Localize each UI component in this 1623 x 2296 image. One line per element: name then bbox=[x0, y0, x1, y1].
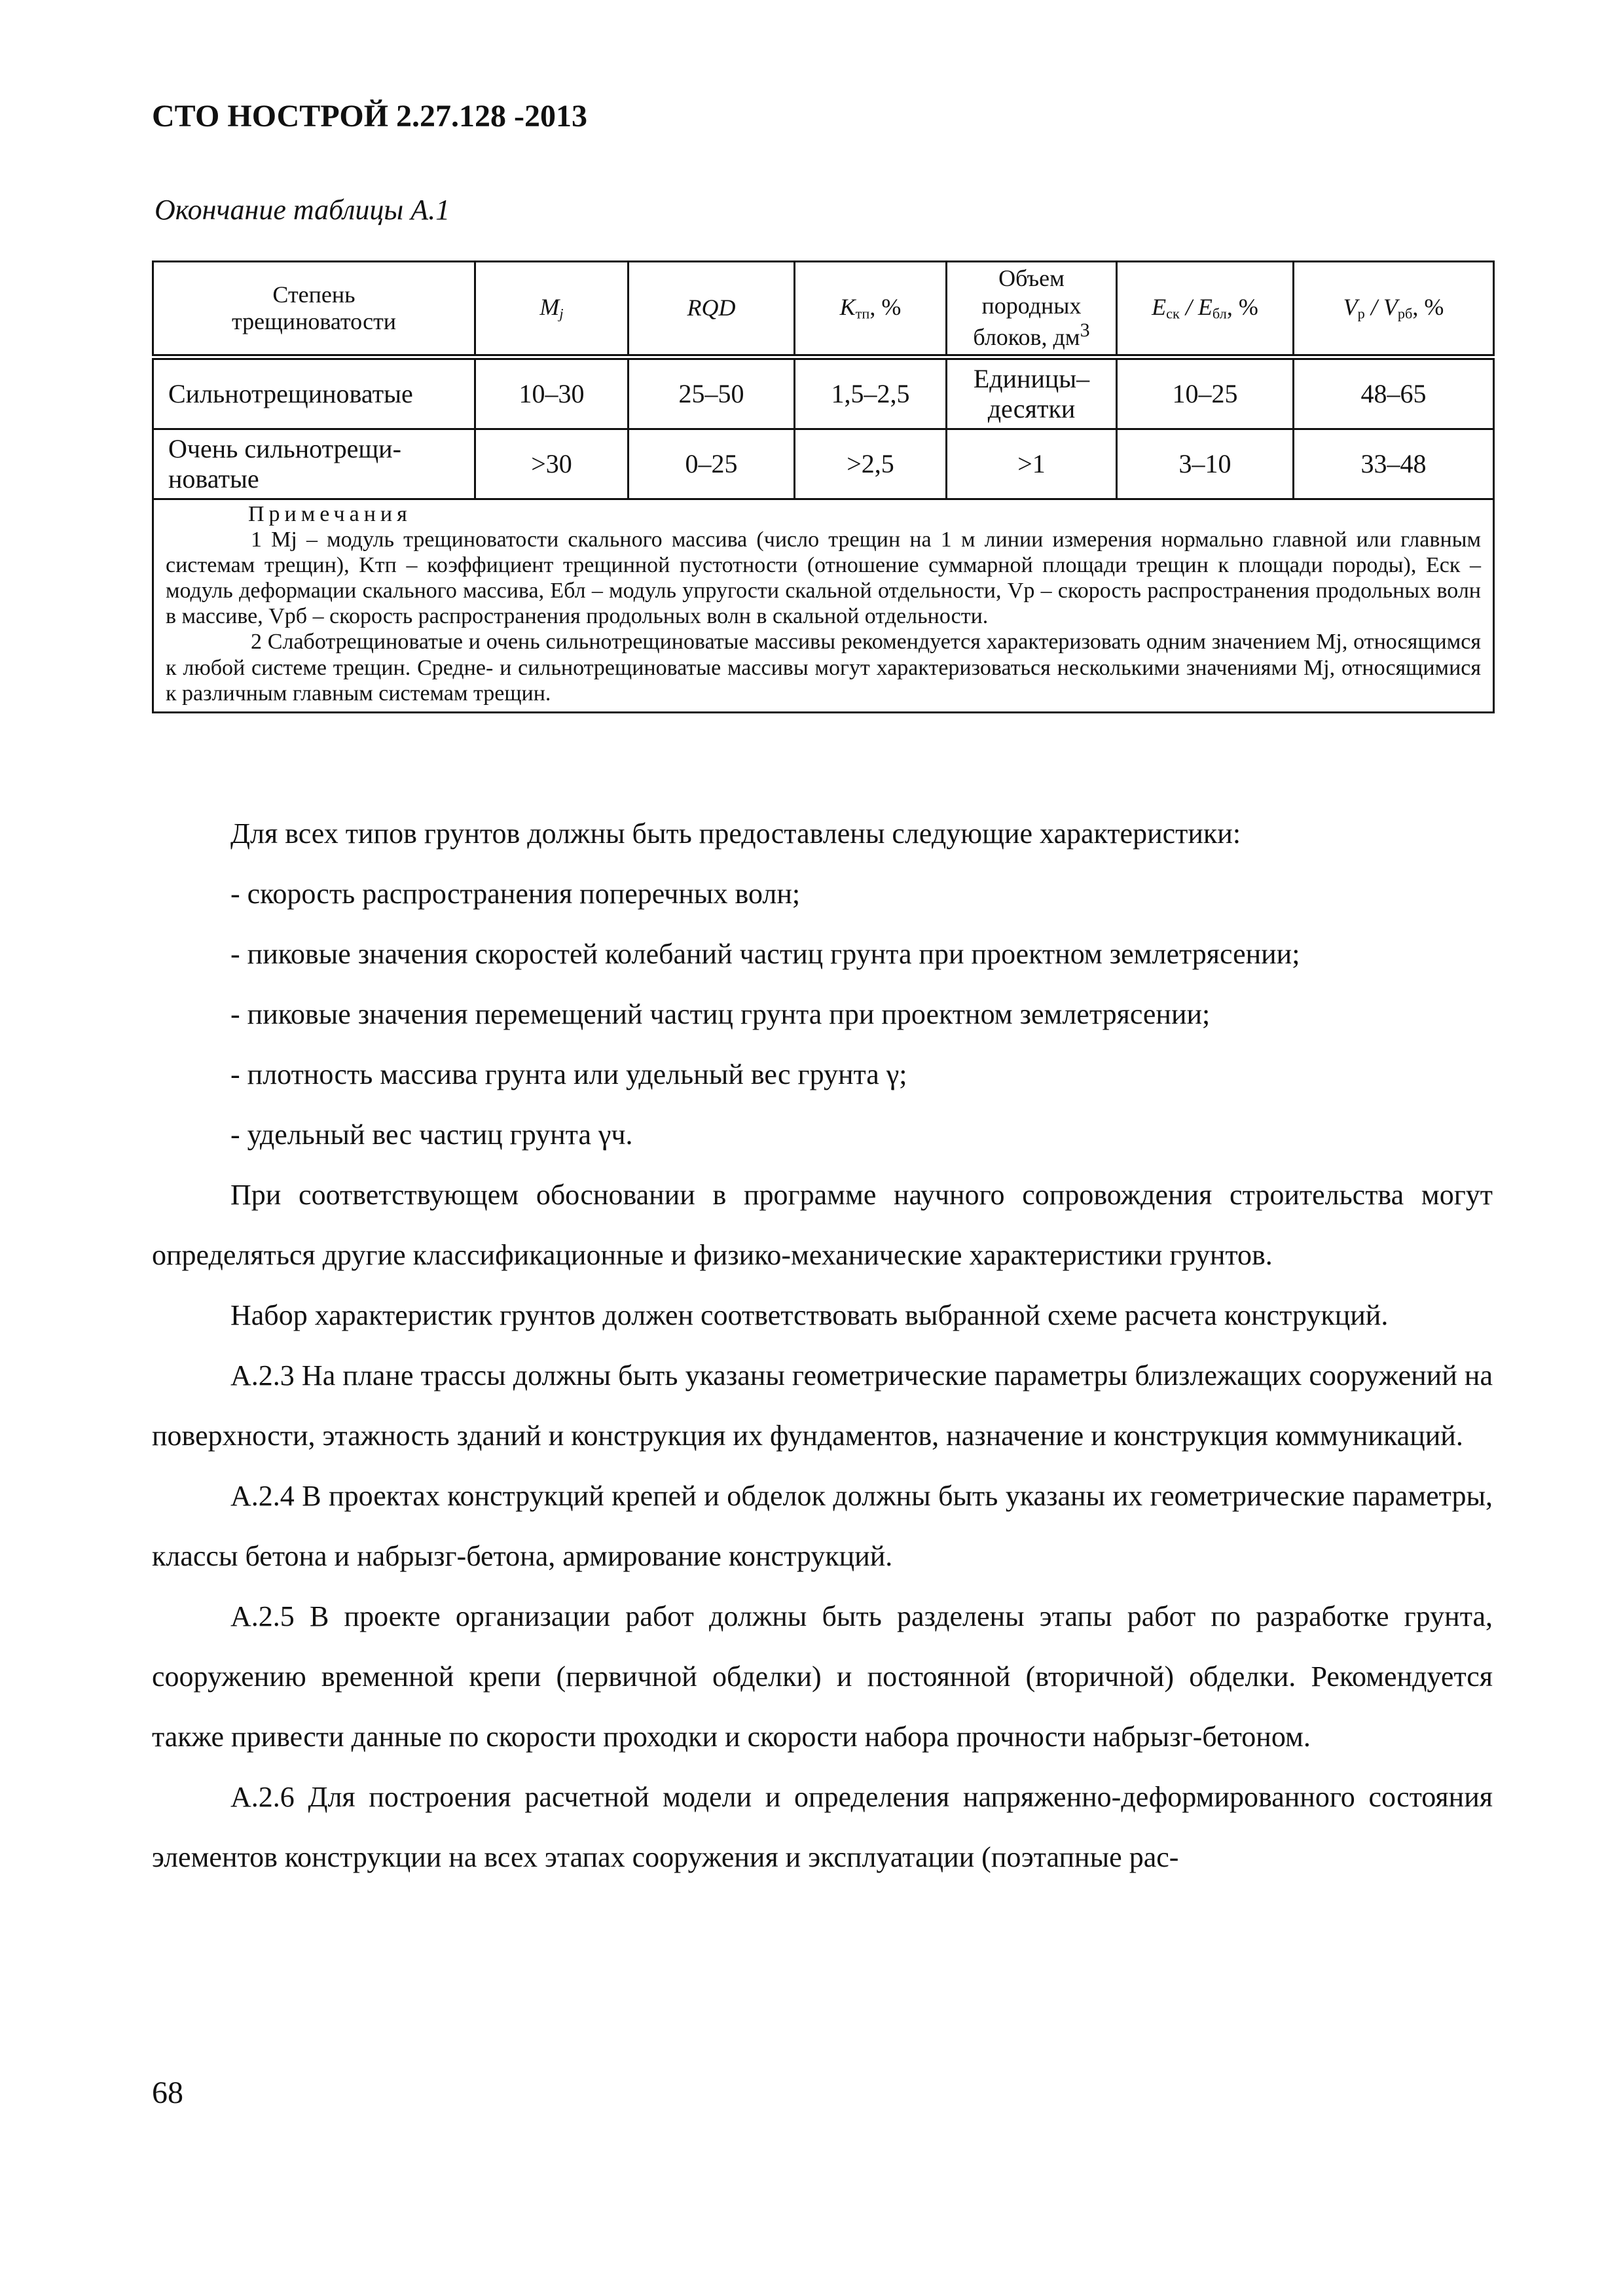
header-esk-sub: ск bbox=[1166, 305, 1180, 322]
header-ktp-symbol: K bbox=[839, 294, 856, 321]
row1-rqd: 25–50 bbox=[629, 357, 795, 429]
note-2: 2 Слаботрещиноватые и очень сильнотрещиноватые массивы рекомендуется характеризовать одним значением Mj, относящимся к любой системе трещин. Средне- и сильнотрещиноватые массивы могут характеризоваться несколькими значениями Mj, относящимися к различным главным системам трещин. bbox=[166, 630, 1481, 706]
header-esk-unit: , % bbox=[1226, 294, 1258, 321]
row1-volume-line2: десятки bbox=[987, 394, 1076, 423]
header-vp-mid: / V bbox=[1364, 294, 1398, 321]
header-esk bbox=[1117, 262, 1294, 357]
paragraph-a-2-3: А.2.3 На плане трассы должны быть указаны геометрические параметры близлежащих сооружений на поверхности, этажность зданий и конструкция их фундаментов, назначение и конструкция коммуникаций. bbox=[152, 1359, 1493, 1452]
header-volume-line3 bbox=[953, 319, 1110, 351]
row1-volume-line1: Единицы– bbox=[973, 364, 1090, 393]
row2-name-line2: новатые bbox=[168, 464, 259, 493]
list-item: - пиковые значения скоростей колебаний частиц грунта при проектном землетрясении; bbox=[230, 938, 1300, 970]
list-item: - плотность массива грунта или удельный вес грунта γ; bbox=[230, 1058, 907, 1090]
header-vp-sub: р bbox=[1357, 305, 1365, 322]
intro-paragraph: Для всех типов грунтов должны быть предоставлены следующие характеристики: bbox=[230, 817, 1241, 850]
paragraph-a-2-4: А.2.4 В проектах конструкций крепей и обделок должны быть указаны их геометрические параметры, классы бетона и набрызг-бетона, армирование конструкций. bbox=[152, 1480, 1493, 1572]
header-volume-line1: Объем bbox=[998, 265, 1065, 292]
header-rqd bbox=[629, 262, 795, 357]
header-ktp-sub: тп bbox=[855, 305, 870, 322]
paragraph-a-2-5: А.2.5 В проекте организации работ должны быть разделены этапы работ по разработке грунта, сооружению временной крепи (первичной обделки) и постоянной (вторичной) обделки. Рекомендуется также привести данные по скорости проходки и скорости набора прочности набрызг-бетоном. bbox=[152, 1600, 1493, 1753]
page-number: 68 bbox=[152, 2075, 183, 2110]
list-item: - пиковые значения перемещений частиц грунта при проектном землетрясении; bbox=[230, 998, 1211, 1030]
header-vp-unit: , % bbox=[1412, 294, 1444, 321]
header-volume-line2: породных bbox=[981, 292, 1082, 319]
row2-vp: 33–48 bbox=[1294, 429, 1494, 499]
row1-vp: 48–65 bbox=[1294, 357, 1494, 429]
document-header: СТО НОСТРОЙ 2.27.128 -2013 bbox=[152, 99, 588, 134]
row1-volume bbox=[947, 357, 1117, 429]
notes-title: Примечания bbox=[248, 502, 412, 526]
header-esk-symbol: E bbox=[1152, 294, 1167, 321]
list-item: - удельный вес частиц грунта γч. bbox=[230, 1119, 633, 1151]
row1-ktp: 1,5–2,5 bbox=[795, 357, 947, 429]
fracture-table bbox=[152, 260, 1495, 713]
header-degree-line1: Степень bbox=[272, 281, 356, 308]
header-vrb-sub: рб bbox=[1397, 305, 1413, 322]
header-mj-symbol: M bbox=[539, 294, 560, 321]
row2-ktp: >2,5 bbox=[795, 429, 947, 499]
row2-name-line1: Очень сильнотрещи- bbox=[168, 434, 401, 463]
header-rqd-text: RQD bbox=[687, 295, 736, 321]
header-volume-unit: блоков, дм bbox=[973, 324, 1080, 351]
row2-volume: >1 bbox=[947, 429, 1117, 499]
table-header-row bbox=[153, 262, 1494, 357]
note-1: 1 Mj – модуль трещиноватости скального массива (число трещин на 1 м линии измерения нормально главной или главным системам трещин), Kтп – коэффициент трещинной пустотности (отношение суммарной площади трещин к площади породы), Eск – модуль деформации скального массива, Eбл – модуль упругости скальной отдельности, Vр – скорость распространения продольных волн в массиве, Vрб – скорость распространения продольных волн в скальной отдельности. bbox=[166, 528, 1481, 629]
header-volume bbox=[947, 262, 1117, 357]
row1-esk: 10–25 bbox=[1117, 357, 1294, 429]
header-ebl-sub: бл bbox=[1212, 305, 1227, 322]
header-volume-sup: 3 bbox=[1080, 319, 1090, 342]
header-vp-symbol: V bbox=[1343, 294, 1358, 321]
paragraph: При соответствующем обосновании в программе научного сопровождения строительства могут определяться другие классификационные и физико-механические характеристики грунтов. bbox=[152, 1179, 1493, 1271]
header-esk-mid: / E bbox=[1179, 294, 1213, 321]
row2-rqd: 0–25 bbox=[629, 429, 795, 499]
row1-mj: 10–30 bbox=[475, 357, 629, 429]
row2-esk: 3–10 bbox=[1117, 429, 1294, 499]
row1-name: Сильнотрещиноватые bbox=[153, 357, 475, 429]
paragraph-a-2-6: А.2.6 Для построения расчетной модели и определения напряженно-деформированного состояния элементов конструкции на всех этапах сооружения и эксплуатации (поэтапные рас- bbox=[152, 1781, 1493, 1873]
table-caption: Окончание таблицы А.1 bbox=[155, 194, 450, 226]
header-ktp-unit: , % bbox=[869, 294, 902, 321]
header-vp bbox=[1294, 262, 1494, 357]
header-mj-sub: j bbox=[559, 305, 564, 322]
body-text bbox=[152, 804, 1493, 1888]
row2-mj: >30 bbox=[475, 429, 629, 499]
list-item: - скорость распространения поперечных волн; bbox=[230, 878, 801, 910]
notes-row bbox=[153, 499, 1494, 713]
row2-name bbox=[153, 429, 475, 499]
table-row bbox=[153, 429, 1494, 499]
header-mj bbox=[475, 262, 629, 357]
header-ktp bbox=[795, 262, 947, 357]
header-degree-line2: трещиноватости bbox=[231, 308, 397, 334]
header-degree bbox=[153, 262, 475, 357]
table-notes bbox=[153, 499, 1494, 713]
paragraph: Набор характеристик грунтов должен соответствовать выбранной схеме расчета конструкций. bbox=[230, 1299, 1389, 1331]
table-row bbox=[153, 357, 1494, 429]
